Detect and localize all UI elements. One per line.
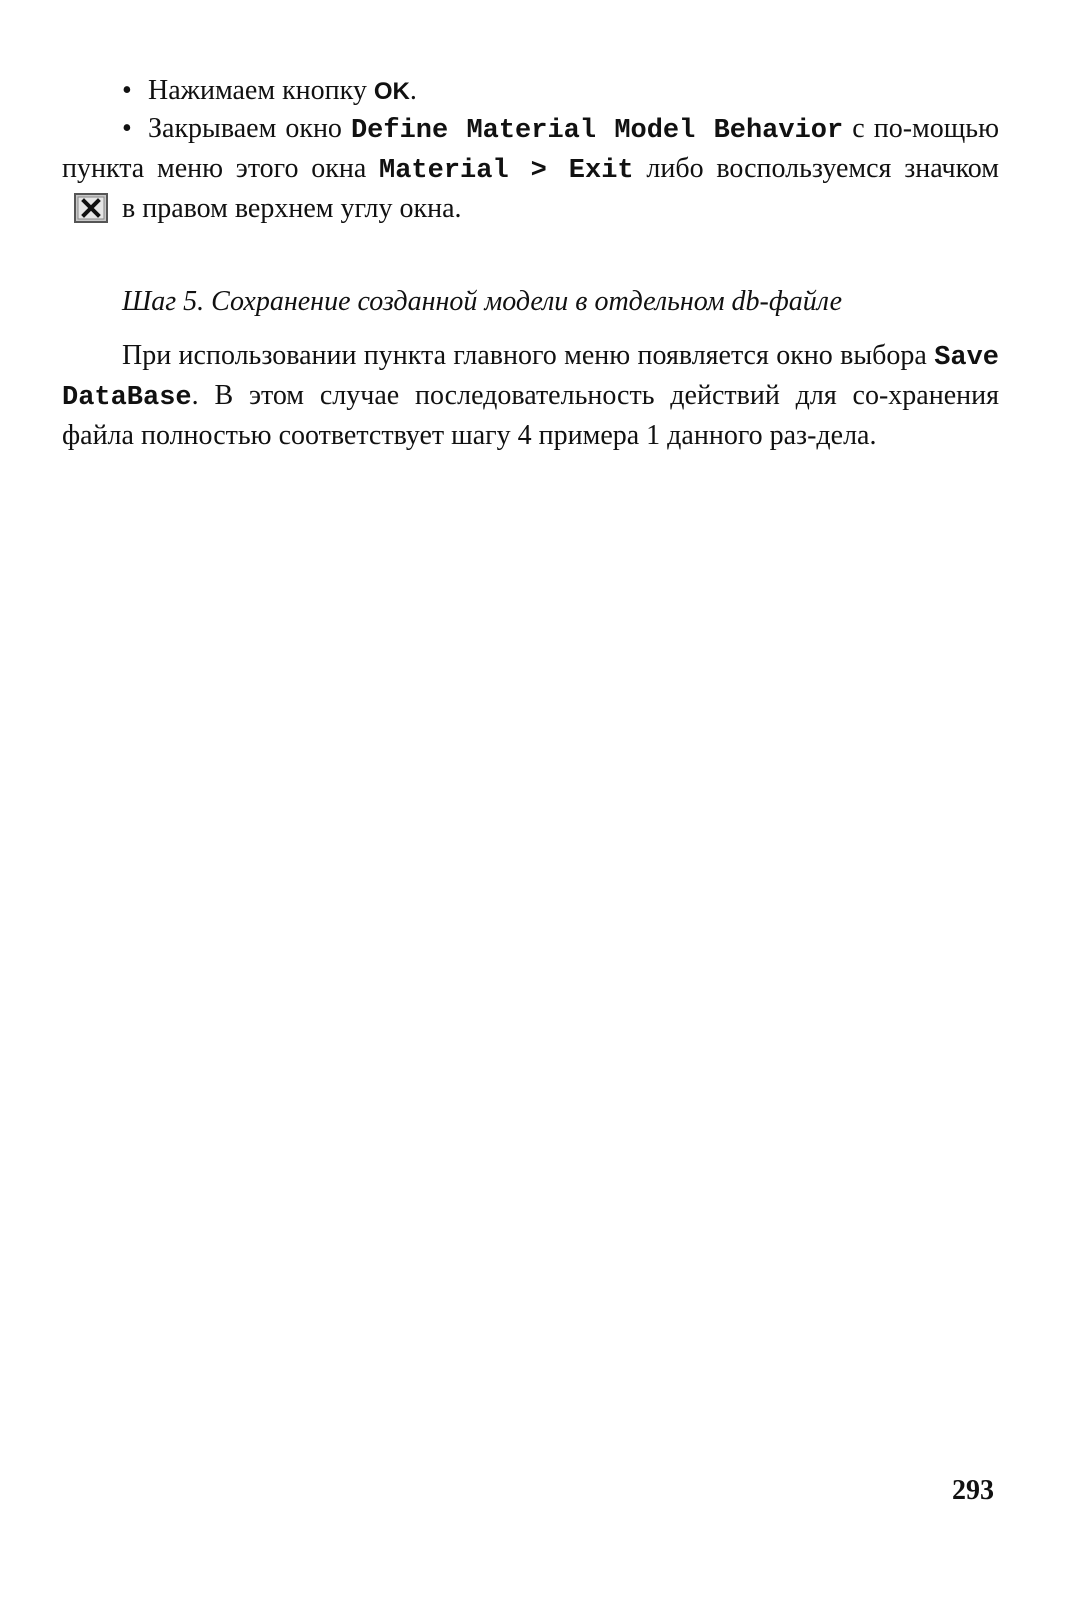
bullet-end: .	[409, 75, 417, 106]
bullet-marker: •	[122, 113, 132, 144]
step-paragraph	[62, 337, 999, 454]
menu-path: Material > Exit	[379, 156, 634, 186]
step-heading: Шаг 5. Сохранение созданной модели в отдельном db-файле	[122, 286, 843, 317]
bullet-text-d: в правом верхнем углу окна.	[122, 193, 462, 224]
bullet-text: Нажимаем кнопку	[148, 75, 374, 106]
step-text-b: . В этом случае последовательность действий для со-хранения файла полностью соответствует шагу 4 примера 1 данного раз-дела.	[62, 380, 999, 451]
close-window-icon	[74, 193, 108, 223]
save-database-label: Save DataBase	[62, 343, 999, 413]
bullet-item-close-window	[62, 110, 999, 227]
window-name: Define Material Model Behavior	[350, 116, 844, 146]
page-number: 293	[952, 1475, 994, 1506]
step-text-a: При использовании пункта главного меню появляется окно выбора	[122, 340, 935, 371]
bullet-text-c: либо воспользуемся значком	[633, 153, 999, 184]
bullet-item-press-ok	[122, 72, 417, 110]
ok-button-label: OK	[373, 78, 410, 105]
bullet-text-a: Закрываем окно	[148, 113, 351, 144]
bullet-marker: •	[122, 75, 132, 106]
bullet-text-b: с по-мощью пункта меню этого окна	[62, 113, 999, 184]
